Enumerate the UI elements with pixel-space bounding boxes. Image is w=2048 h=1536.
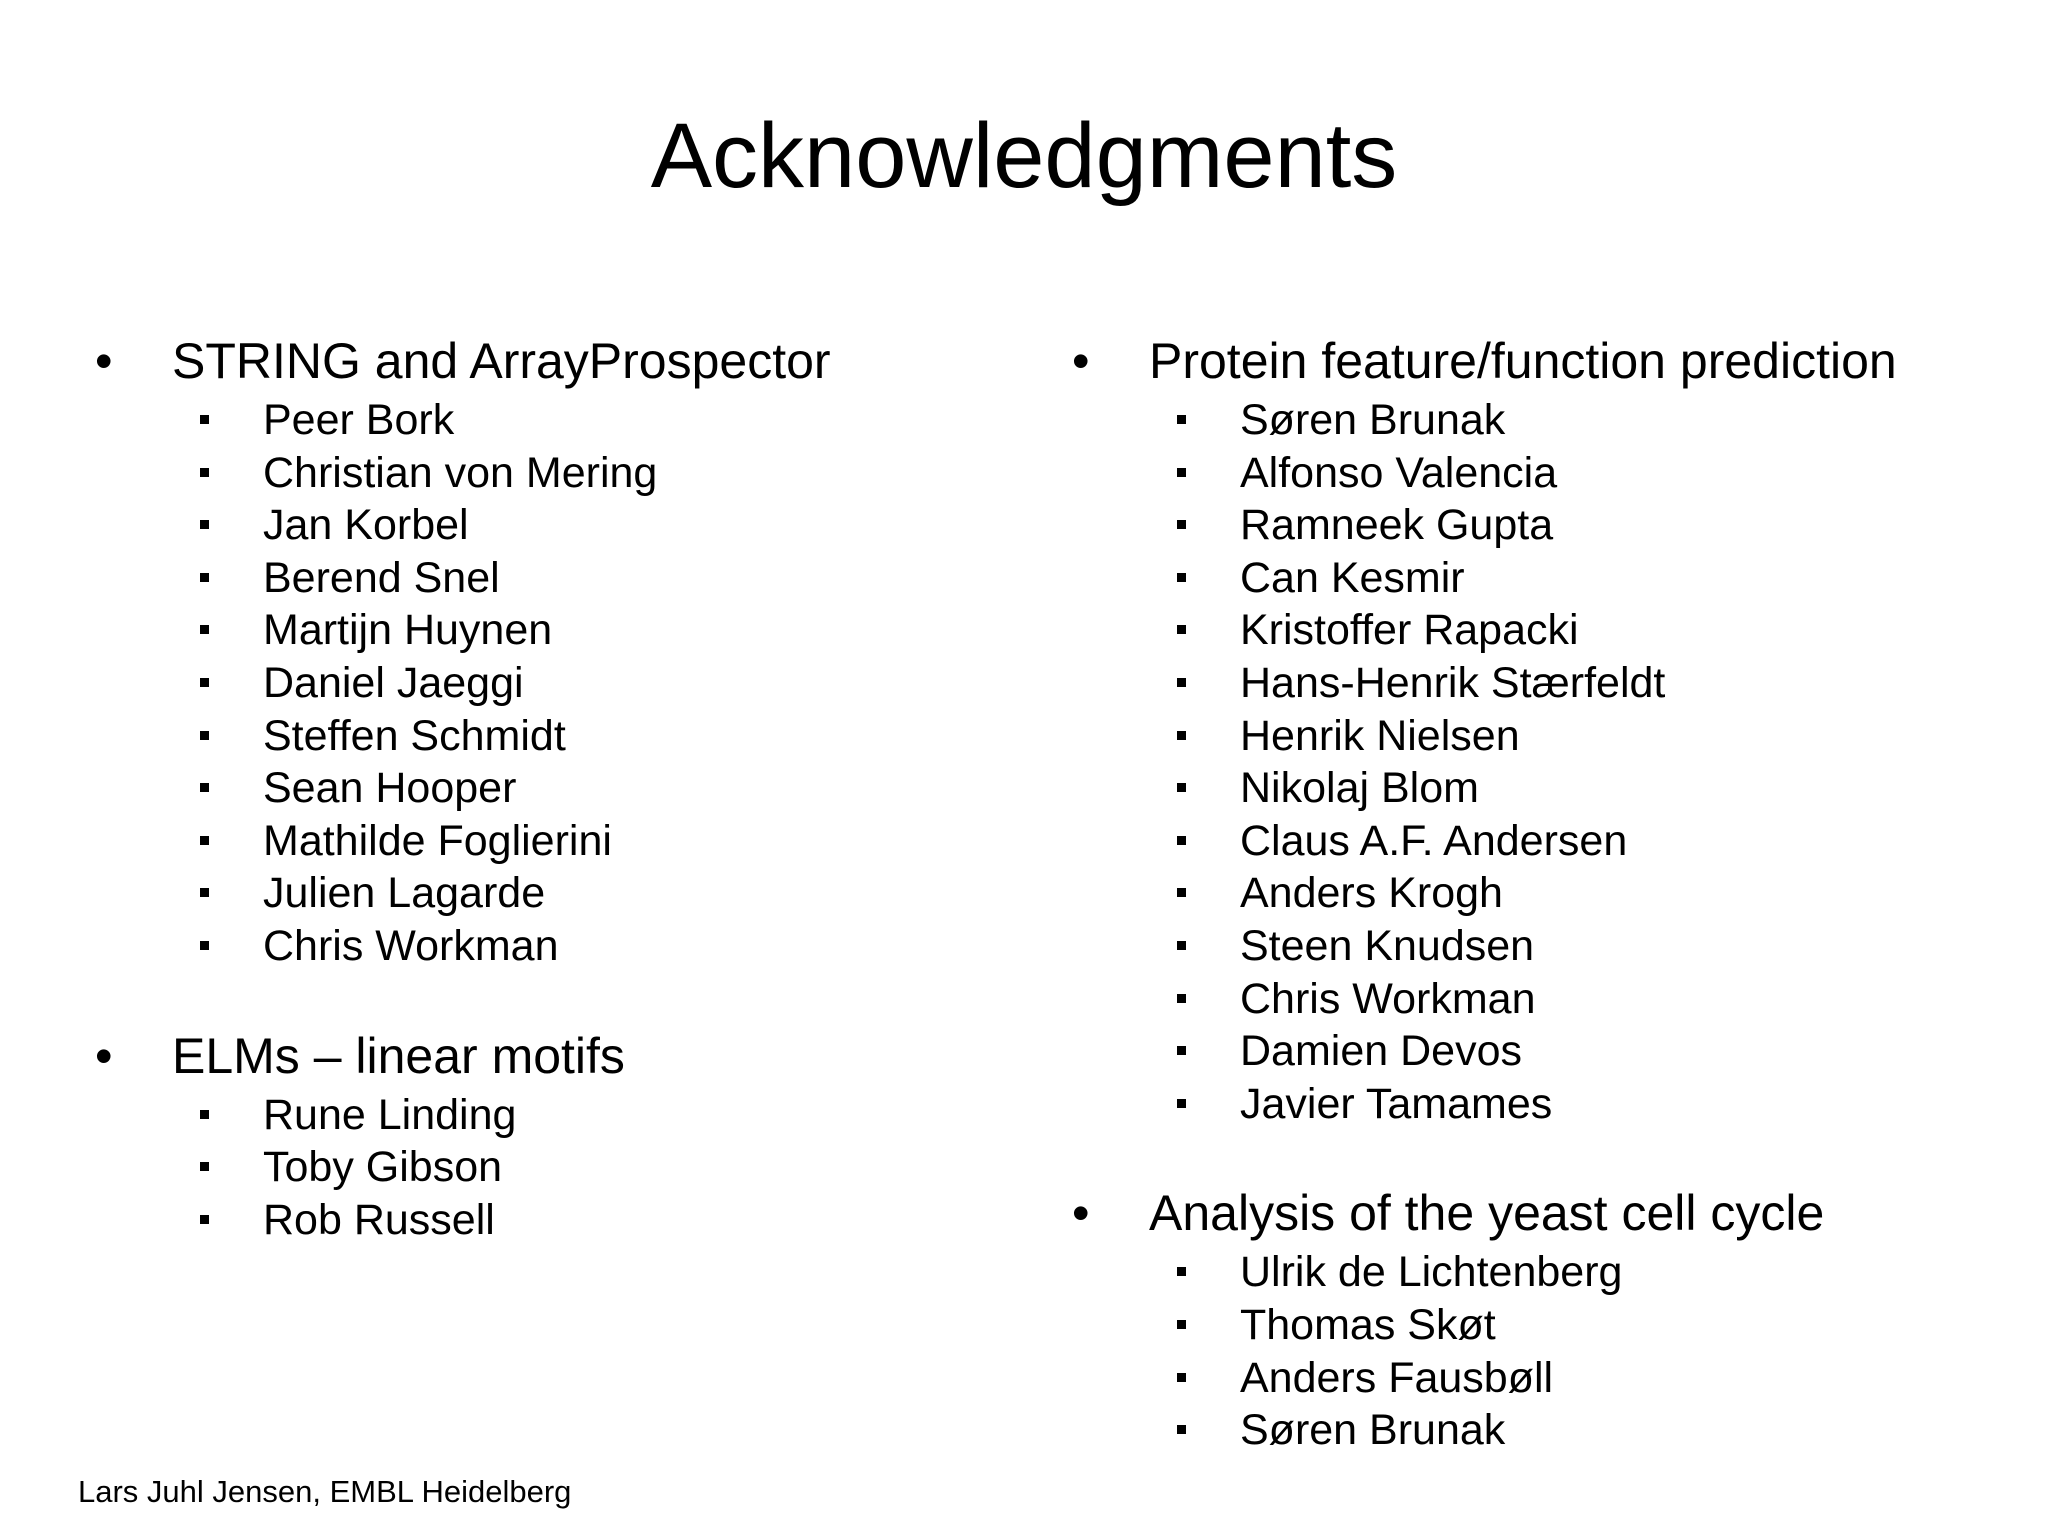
person-name: Kristoffer Rapacki [1240, 606, 1579, 655]
square-bullet-icon [1177, 836, 1186, 845]
square-bullet-icon [200, 731, 209, 740]
person-name: Chris Workman [1240, 974, 1536, 1023]
slide-title: Acknowledgments [650, 105, 1398, 207]
square-bullet-icon [1177, 625, 1186, 634]
list-item [1072, 1299, 2012, 1352]
square-bullet-icon [1177, 520, 1186, 529]
list-item [95, 762, 1015, 815]
person-name: Daniel Jaeggi [263, 658, 524, 707]
section-heading [1072, 1180, 2012, 1246]
bullet-icon: • [1072, 333, 1090, 389]
section-analysis-of-the-yeast-cell-cycle [1072, 1180, 2012, 1456]
person-name: Ulrik de Lichtenberg [1240, 1248, 1623, 1297]
square-bullet-icon [200, 941, 209, 950]
right-column [1072, 328, 2012, 1507]
square-bullet-icon [1177, 941, 1186, 950]
list-item [95, 920, 1015, 973]
square-bullet-icon [200, 415, 209, 424]
list-item [1072, 604, 2012, 657]
square-bullet-icon [1177, 888, 1186, 897]
person-name: Rune Linding [263, 1090, 517, 1139]
square-bullet-icon [1177, 731, 1186, 740]
square-bullet-icon [200, 1162, 209, 1171]
person-name: Nikolaj Blom [1240, 764, 1479, 813]
person-name: Rob Russell [263, 1195, 495, 1244]
people-list [95, 394, 1015, 973]
person-name: Berend Snel [263, 553, 500, 602]
list-item [95, 1089, 1015, 1142]
person-name: Steen Knudsen [1240, 921, 1535, 970]
person-name: Søren Brunak [1240, 1406, 1506, 1455]
person-name: Javier Tamames [1240, 1079, 1553, 1128]
section-heading-text: Analysis of the yeast cell cycle [1149, 1185, 1825, 1242]
list-item [1072, 710, 2012, 763]
section-heading-text: Protein feature/function prediction [1149, 333, 1897, 389]
square-bullet-icon [1177, 415, 1186, 424]
person-name: Steffen Schmidt [263, 711, 566, 760]
square-bullet-icon [1177, 783, 1186, 792]
list-item [95, 657, 1015, 710]
person-name: Sean Hooper [263, 764, 517, 813]
person-name: Ramneek Gupta [1240, 501, 1554, 550]
list-item [1072, 552, 2012, 605]
person-name: Christian von Mering [263, 448, 658, 497]
person-name: Julien Lagarde [263, 869, 546, 918]
list-item [1072, 657, 2012, 710]
bullet-icon: • [1072, 1185, 1090, 1242]
list-item [1072, 1246, 2012, 1299]
section-protein-feature-function-prediction [1072, 328, 2012, 1130]
people-list [95, 1089, 1015, 1247]
square-bullet-icon [1177, 994, 1186, 1003]
person-name: Mathilde Foglierini [263, 816, 612, 865]
section-heading-text: ELMs – linear motifs [172, 1027, 625, 1084]
people-list [1072, 1246, 2012, 1456]
section-string-and-arrayprospector [95, 328, 1015, 973]
square-bullet-icon [200, 520, 209, 529]
list-item [1072, 447, 2012, 500]
person-name: Claus A.F. Andersen [1240, 816, 1628, 865]
square-bullet-icon [1177, 1373, 1186, 1382]
list-item [95, 447, 1015, 500]
list-item [1072, 762, 2012, 815]
square-bullet-icon [1177, 1320, 1186, 1329]
square-bullet-icon [1177, 1099, 1186, 1108]
list-item [95, 394, 1015, 447]
list-item [1072, 394, 2012, 447]
square-bullet-icon [200, 888, 209, 897]
list-item [95, 552, 1015, 605]
square-bullet-icon [1177, 1267, 1186, 1276]
section-heading [95, 1023, 1015, 1089]
square-bullet-icon [200, 573, 209, 582]
person-name: Alfonso Valencia [1240, 448, 1558, 497]
list-item [1072, 867, 2012, 920]
person-name: Jan Korbel [263, 501, 469, 550]
square-bullet-icon [1177, 678, 1186, 687]
person-name: Can Kesmir [1240, 553, 1465, 602]
list-item [1072, 1404, 2012, 1457]
person-name: Anders Krogh [1240, 869, 1503, 918]
square-bullet-icon [200, 783, 209, 792]
square-bullet-icon [1177, 1046, 1186, 1055]
list-item [1072, 1352, 2012, 1405]
person-name: Henrik Nielsen [1240, 711, 1520, 760]
square-bullet-icon [1177, 1425, 1186, 1434]
slide-footer: Lars Juhl Jensen, EMBL Heidelberg [78, 1474, 572, 1509]
list-item [95, 815, 1015, 868]
section-heading-text: STRING and ArrayProspector [172, 333, 831, 389]
person-name: Toby Gibson [263, 1143, 503, 1192]
square-bullet-icon [200, 1110, 209, 1119]
list-item [1072, 1078, 2012, 1131]
person-name: Anders Fausbøll [1240, 1353, 1554, 1402]
list-item [95, 1141, 1015, 1194]
list-item [1072, 973, 2012, 1026]
list-item [1072, 920, 2012, 973]
list-item [95, 499, 1015, 552]
person-name: Hans-Henrik Stærfeldt [1240, 658, 1666, 707]
section-heading [95, 328, 1015, 394]
square-bullet-icon [1177, 468, 1186, 477]
section-heading [1072, 328, 2012, 394]
list-item [1072, 1025, 2012, 1078]
square-bullet-icon [200, 836, 209, 845]
person-name: Chris Workman [263, 921, 559, 970]
person-name: Martijn Huynen [263, 606, 553, 655]
person-name: Damien Devos [1240, 1027, 1522, 1076]
square-bullet-icon [200, 468, 209, 477]
bullet-icon: • [95, 1027, 113, 1084]
list-item [1072, 815, 2012, 868]
list-item [95, 604, 1015, 657]
person-name: Thomas Skøt [1240, 1300, 1496, 1349]
section-elms-linear-motifs [95, 1023, 1015, 1247]
square-bullet-icon [1177, 573, 1186, 582]
person-name: Søren Brunak [1240, 396, 1506, 444]
list-item [95, 710, 1015, 763]
square-bullet-icon [200, 1215, 209, 1224]
list-item [95, 1194, 1015, 1247]
left-column [95, 328, 1015, 1296]
people-list [1072, 394, 2012, 1130]
list-item [95, 867, 1015, 920]
square-bullet-icon [200, 678, 209, 687]
list-item [1072, 499, 2012, 552]
bullet-icon: • [95, 333, 113, 389]
square-bullet-icon [200, 625, 209, 634]
person-name: Peer Bork [263, 396, 455, 444]
